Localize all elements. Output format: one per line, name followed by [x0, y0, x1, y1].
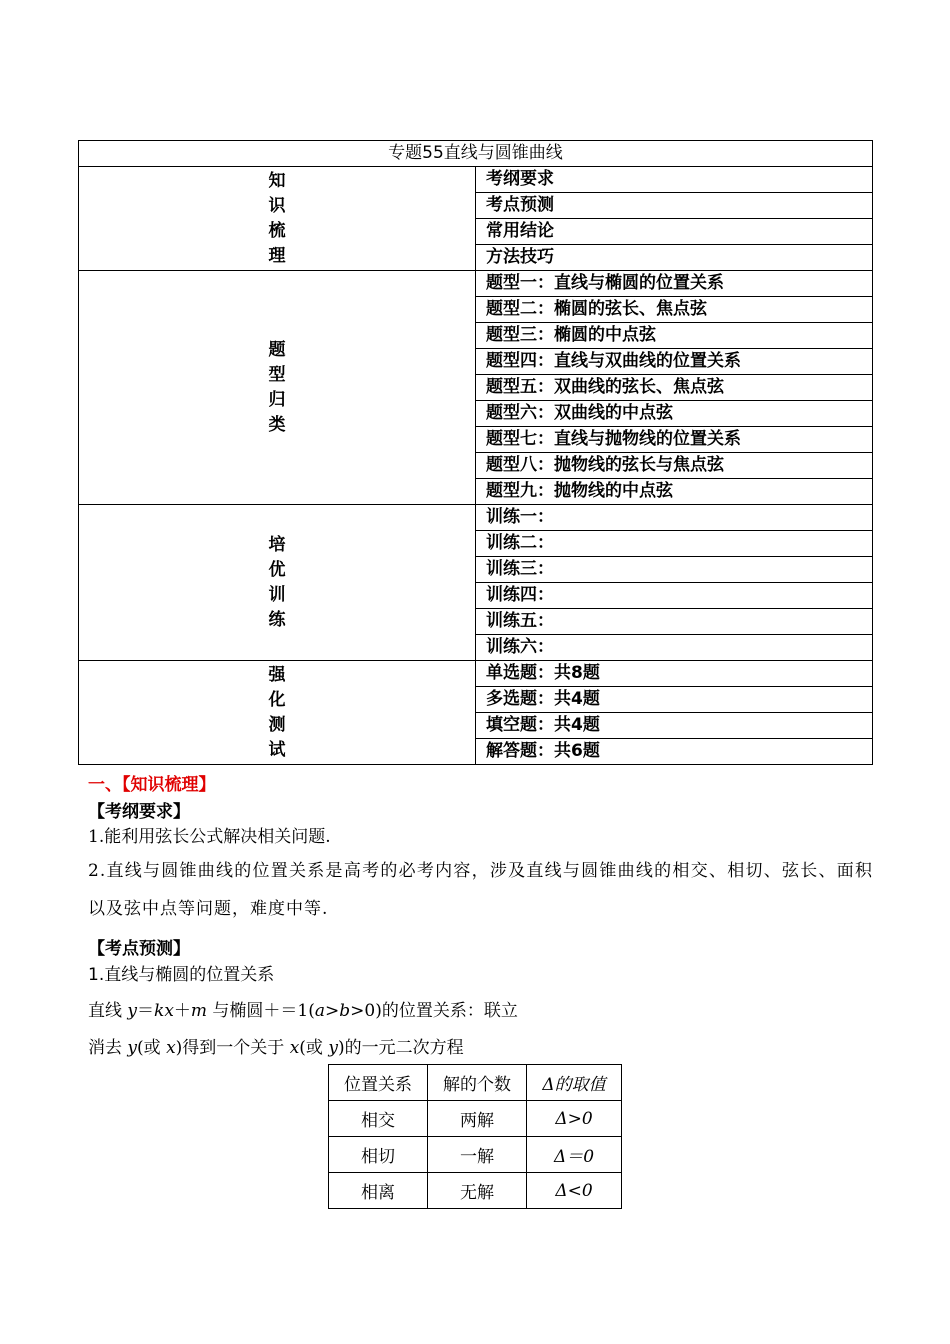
relation-cell: Δ>0 — [527, 1101, 622, 1137]
toc-item[interactable]: 单选题：共8题 — [476, 661, 873, 687]
toc-item[interactable]: 题型七：直线与抛物线的位置关系 — [476, 427, 873, 453]
table-row — [329, 1101, 622, 1137]
toc-item[interactable]: 题型八：抛物线的弦长与焦点弦 — [476, 453, 873, 479]
toc-item[interactable]: 题型四：直线与双曲线的位置关系 — [476, 349, 873, 375]
relation-table — [328, 1064, 622, 1209]
subheading-syllabus: 【考纲要求】 — [88, 802, 190, 822]
toc-item[interactable]: 训练三： — [476, 557, 873, 583]
toc-title: 专题55直线与圆锥曲线 — [79, 141, 873, 167]
ellipse-line-relation-text: 直线 y＝kx＋m 与椭圆＋＝1(a>b>0)的位置关系：联立 — [88, 1001, 518, 1021]
toc-item[interactable]: 多选题：共4题 — [476, 687, 873, 713]
toc-item[interactable]: 常用结论 — [476, 219, 873, 245]
toc-item[interactable]: 填空题：共4题 — [476, 713, 873, 739]
toc-item[interactable]: 训练六： — [476, 635, 873, 661]
relation-cell: 相切 — [329, 1137, 428, 1173]
toc-item[interactable]: 训练二： — [476, 531, 873, 557]
toc-item[interactable]: 考纲要求 — [476, 167, 873, 193]
relation-cell: 一解 — [428, 1137, 527, 1173]
elimination-text: 消去 y(或 x)得到一个关于 x(或 y)的一元二次方程 — [88, 1038, 464, 1058]
toc-table — [78, 140, 873, 765]
table-row — [329, 1173, 622, 1209]
toc-section-label-types: 题 型 归 类 — [79, 271, 476, 505]
toc-section-label-training: 培 优 训 练 — [79, 505, 476, 661]
toc-item[interactable]: 方法技巧 — [476, 245, 873, 271]
relation-cell: 两解 — [428, 1101, 527, 1137]
toc-item[interactable]: 题型六：双曲线的中点弦 — [476, 401, 873, 427]
table-row — [329, 1137, 622, 1173]
relation-cell: Δ＝0 — [527, 1137, 622, 1173]
toc-item[interactable]: 训练五： — [476, 609, 873, 635]
toc-section-label-knowledge: 知 识 梳 理 — [79, 167, 476, 271]
toc-item[interactable]: 题型二：椭圆的弦长、焦点弦 — [476, 297, 873, 323]
relation-cell: 无解 — [428, 1173, 527, 1209]
relation-header: 解的个数 — [428, 1065, 527, 1101]
relation-cell: 相交 — [329, 1101, 428, 1137]
toc-item[interactable]: 题型一：直线与椭圆的位置关系 — [476, 271, 873, 297]
toc-item[interactable]: 题型三：椭圆的中点弦 — [476, 323, 873, 349]
syllabus-item-1: 1.能利用弦长公式解决相关问题. — [88, 827, 331, 847]
toc-section-label-tests: 强 化 测 试 — [79, 661, 476, 765]
toc-item[interactable]: 题型九：抛物线的中点弦 — [476, 479, 873, 505]
toc-item[interactable]: 题型五：双曲线的弦长、焦点弦 — [476, 375, 873, 401]
toc-item[interactable]: 考点预测 — [476, 193, 873, 219]
relation-header: Δ的取值 — [527, 1065, 622, 1101]
relation-cell: Δ<0 — [527, 1173, 622, 1209]
subheading-predictions: 【考点预测】 — [88, 939, 190, 959]
toc-item[interactable]: 训练四： — [476, 583, 873, 609]
relation-header: 位置关系 — [329, 1065, 428, 1101]
prediction-item-1-title: 1.直线与椭圆的位置关系 — [88, 965, 275, 985]
toc-item[interactable]: 训练一： — [476, 505, 873, 531]
relation-cell: 相离 — [329, 1173, 428, 1209]
toc-item[interactable]: 解答题：共6题 — [476, 739, 873, 765]
syllabus-item-2: 2.直线与圆锥曲线的位置关系是高考的必考内容，涉及直线与圆锥曲线的相交、相切、弦长、面积以及弦中点等问题，难度中等. — [88, 861, 873, 919]
section-heading-knowledge: 一、【知识梳理】 — [88, 775, 216, 795]
